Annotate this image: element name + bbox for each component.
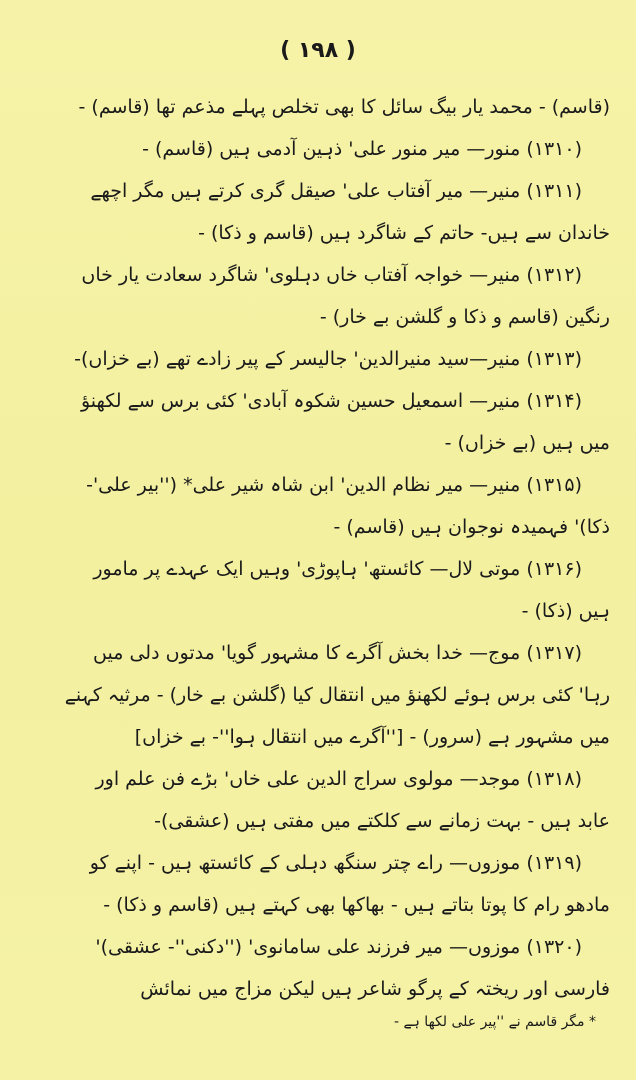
text-line: رنگین (قاسم و ذکا و گلشن بے خار) -: [319, 306, 610, 328]
text-line: (۱۳۱۷) موج— خدا بخش آگرے کا مشہور گویا' مدتوں دلی میں: [93, 642, 582, 664]
footnote: * مگر قاسم نے ''پیر علی لکھا ہے -: [393, 1014, 596, 1030]
text-line: (۱۳۱۱) منیر— میر آفتاب علی' صیقل گری کرتے ہیں مگر اچھے: [90, 180, 582, 202]
text-line: ذکا)' فہمیدہ نوجوان ہیں (قاسم) -: [333, 516, 610, 538]
text-line: میں مشہور ہے (سرور) - [''آگرے میں انتقال ہوا''- بے خزاں]: [134, 726, 610, 748]
text-line: (قاسم) - محمد یار بیگ سائل کا بھی تخلص پہلے مذعم تھا (قاسم) -: [78, 96, 610, 118]
text-line: خاندان سے ہیں- حاتم کے شاگرد ہیں (قاسم و ذکا) -: [198, 222, 610, 244]
text-line: مادھو رام کا پوتا بتاتے ہیں - بھاکھا بھی کہتے ہیں (قاسم و ذکا) -: [103, 894, 610, 916]
page-number: ( ۱۹۸ ): [280, 38, 356, 63]
text-line: (۱۳۱۹) موزوں— راے چتر سنگھ دہلی کے کائستھ ہیں - اپنے کو: [89, 852, 582, 874]
text-line: (۱۳۲۰) موزوں— میر فرزند علی سامانوی' (''دکنی''- عشقی)': [95, 936, 582, 958]
text-line: ہیں (ذکا) -: [521, 600, 610, 622]
text-line: (۱۳۱۸) موجد— مولوی سراج الدین علی خاں' بڑے فن علم اور: [95, 768, 582, 790]
text-line: فارسی اور ریختہ کے پرگو شاعر ہیں لیکن مزاج میں نمائش: [140, 978, 610, 1000]
text-line: (۱۳۱۴) منیر— اسمعیل حسین شکوہ آبادی' کئی برس سے لکھنؤ: [80, 390, 582, 412]
text-line: (۱۳۱۶) موتی لال— کائستھ' ہاپوڑی' وہیں ایک عہدے پر مامور: [93, 558, 582, 580]
text-line: عابد ہیں - بہت زمانے سے کلکتے میں مفتی ہیں (عشقی)-: [154, 810, 610, 832]
body-text: [26, 86, 610, 1010]
text-line: رہا' کئی برس ہوئے لکھنؤ میں انتقال کیا (گلشن بے خار) - مرثیہ کہنے: [64, 684, 610, 706]
text-line: میں ہیں (بے خزاں) -: [444, 432, 610, 454]
text-line: (۱۳۱۲) منیر— خواجہ آفتاب خاں دہلوی' شاگرد سعادت یار خاں: [81, 264, 582, 286]
text-line: (۱۳۱۳) منیر—سید منیرالدین' جالیسر کے پیر زادے تھے (بے خزاں)-: [74, 348, 582, 370]
text-line: (۱۳۱۵) منیر— میر نظام الدین' ابن شاہ شیر علی* (''بیر علی'-: [86, 474, 582, 496]
text-line: (۱۳۱۰) منور— میر منور علی' ذہین آدمی ہیں (قاسم) -: [142, 138, 582, 160]
